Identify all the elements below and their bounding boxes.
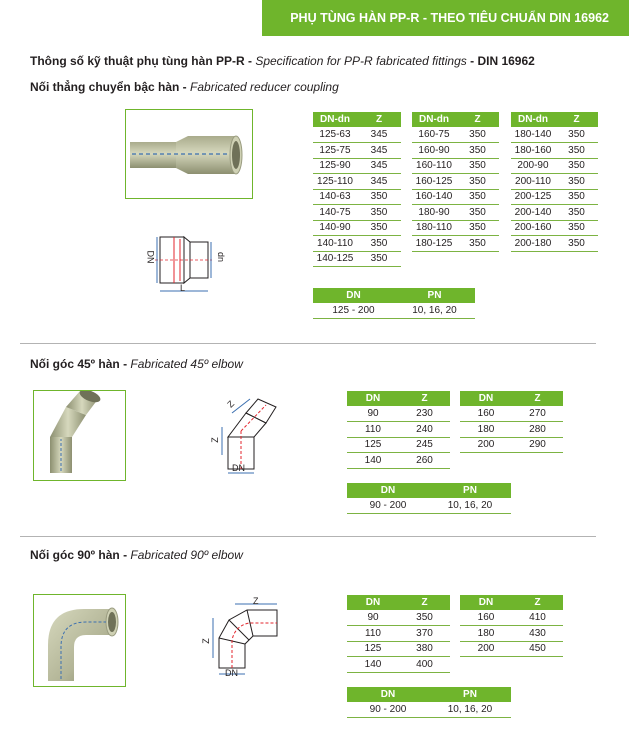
- table-row: [313, 143, 401, 159]
- dn-cell: 180-125: [412, 236, 456, 252]
- z-cell: 245: [399, 437, 450, 453]
- dn-cell: 180-140: [511, 127, 555, 143]
- elbow90-table-col1: [347, 595, 450, 673]
- z-cell: 350: [555, 174, 598, 190]
- dn-cell: 125: [347, 641, 399, 657]
- z-cell: 380: [399, 641, 450, 657]
- elbow45-z-left-label: Z: [209, 437, 220, 443]
- elbow90-pn-header-pn: PN: [429, 687, 511, 702]
- section2-title-en: Fabricated 45º elbow: [130, 357, 243, 371]
- elbow90-col1-header-z: Z: [399, 595, 450, 610]
- table-row: [412, 189, 499, 205]
- elbow90-pn-header-dn: DN: [347, 687, 429, 702]
- dn-cell: 125-110: [313, 174, 357, 190]
- elbow45-dn-label: DN: [232, 463, 245, 473]
- table-row: [412, 174, 499, 190]
- z-cell: 350: [456, 220, 499, 236]
- elbow45-col1-header-z: Z: [399, 391, 450, 406]
- section3-title-vi: Nối góc 90º hàn -: [30, 548, 128, 562]
- z-cell: 260: [399, 453, 450, 469]
- elbow-45-image: [34, 391, 124, 479]
- dn-cell: 140: [347, 453, 399, 469]
- elbow90-pn-dn: 90 - 200: [347, 702, 429, 718]
- elbow45-table-col1: [347, 391, 450, 469]
- table-row: [313, 251, 401, 267]
- table-row: [347, 422, 450, 438]
- reducer-col3-header-z: Z: [555, 112, 598, 127]
- z-cell: 290: [512, 437, 563, 453]
- section2-title-vi: Nối góc 45º hàn -: [30, 357, 128, 371]
- reducer-col1-header-dn: DN-dn: [313, 112, 357, 127]
- dn-cell: 160-140: [412, 189, 456, 205]
- elbow-45-drawing: [210, 393, 280, 483]
- dn-cell: 200-90: [511, 158, 555, 174]
- dn-cell: 180-110: [412, 220, 456, 236]
- table-row: [412, 158, 499, 174]
- dn-cell: 125-63: [313, 127, 357, 143]
- dn-cell: 200-110: [511, 174, 555, 190]
- elbow90-pn-pn: 10, 16, 20: [429, 702, 511, 718]
- z-cell: 350: [399, 610, 450, 626]
- intro-en: Specification for PP-R fabricated fittings: [255, 54, 467, 68]
- table-row: [313, 158, 401, 174]
- table-row: [460, 610, 563, 626]
- section3-title-en: Fabricated 90º elbow: [130, 548, 243, 562]
- elbow45-table-col2: [460, 391, 563, 453]
- elbow-45-photo: [33, 390, 126, 481]
- dn-cell: 140-90: [313, 220, 357, 236]
- z-cell: 345: [357, 127, 401, 143]
- dn-cell: 110: [347, 422, 399, 438]
- z-cell: 350: [456, 143, 499, 159]
- z-cell: 350: [456, 236, 499, 252]
- z-cell: 350: [555, 189, 598, 205]
- table-row: [313, 220, 401, 236]
- z-cell: 345: [357, 143, 401, 159]
- table-row: [412, 236, 499, 252]
- dn-cell: 140-125: [313, 251, 357, 267]
- elbow45-pn-dn: 90 - 200: [347, 498, 429, 514]
- table-row: [313, 205, 401, 221]
- z-cell: 350: [555, 143, 598, 159]
- elbow45-col1-header-dn: DN: [347, 391, 399, 406]
- section1-title-en: Fabricated reducer coupling: [190, 80, 339, 94]
- table-row: [313, 127, 401, 143]
- table-row: [313, 174, 401, 190]
- table-row: [347, 657, 450, 673]
- elbow-90-image: [34, 595, 124, 685]
- banner-title: PHỤ TÙNG HÀN PP-R - THEO TIÊU CHUẨN DIN 16962: [290, 11, 609, 25]
- table-row: [412, 143, 499, 159]
- elbow45-pn-table: [347, 483, 511, 514]
- elbow90-col2-header-z: Z: [512, 595, 563, 610]
- dn-cell: 200-180: [511, 236, 555, 252]
- table-row: [460, 422, 563, 438]
- z-cell: 370: [399, 626, 450, 642]
- z-cell: 430: [512, 626, 563, 642]
- z-cell: 345: [357, 174, 401, 190]
- spec-intro: [30, 54, 535, 68]
- table-row: [460, 641, 563, 657]
- table-row: [347, 437, 450, 453]
- dn-cell: 160-110: [412, 158, 456, 174]
- dn-cell: 140-63: [313, 189, 357, 205]
- elbow45-col2-header-z: Z: [512, 391, 563, 406]
- table-row: [511, 174, 598, 190]
- z-cell: 350: [555, 127, 598, 143]
- dn-cell: 125-75: [313, 143, 357, 159]
- table-row: [460, 406, 563, 422]
- z-cell: 280: [512, 422, 563, 438]
- section1-title: [30, 80, 339, 94]
- table-row: [460, 437, 563, 453]
- z-cell: 350: [456, 205, 499, 221]
- header-banner: [262, 0, 629, 36]
- dn-cell: 180: [460, 422, 512, 438]
- reducer-coupling-image: [126, 110, 251, 197]
- z-cell: 350: [456, 127, 499, 143]
- table-row: [511, 127, 598, 143]
- dn-cell: 180: [460, 626, 512, 642]
- elbow45-pn-header-pn: PN: [429, 483, 511, 498]
- dn-cell: 180-90: [412, 205, 456, 221]
- reducer-pn-header-dn: DN: [313, 288, 394, 303]
- table-row: [511, 143, 598, 159]
- table-row: [412, 127, 499, 143]
- elbow90-dn-label: DN: [225, 668, 238, 678]
- reducer-col2-header-dn: DN-dn: [412, 112, 456, 127]
- table-row: [347, 626, 450, 642]
- section-divider: [20, 343, 596, 344]
- dn-cell: 140: [347, 657, 399, 673]
- table-row: [511, 236, 598, 252]
- reducer-dn-small-label: dn: [216, 251, 227, 263]
- elbow90-z-left-label: Z: [200, 638, 211, 644]
- dn-cell: 200-160: [511, 220, 555, 236]
- dn-cell: 180-160: [511, 143, 555, 159]
- dn-cell: 125: [347, 437, 399, 453]
- table-row: [347, 406, 450, 422]
- section-divider: [20, 536, 596, 537]
- z-cell: 410: [512, 610, 563, 626]
- reducer-pn-header-pn: PN: [394, 288, 475, 303]
- elbow90-col2-header-dn: DN: [460, 595, 512, 610]
- dn-cell: 200: [460, 641, 512, 657]
- section2-title: [30, 357, 243, 371]
- z-cell: 350: [357, 205, 401, 221]
- table-row: [460, 626, 563, 642]
- elbow90-pn-table: [347, 687, 511, 718]
- dn-cell: 160-75: [412, 127, 456, 143]
- reducer-table-col1: [313, 112, 401, 267]
- z-cell: 350: [456, 174, 499, 190]
- reducer-dn-label: DN: [145, 250, 156, 264]
- reducer-pn-table: [313, 288, 475, 319]
- z-cell: 350: [555, 220, 598, 236]
- table-row: [511, 205, 598, 221]
- elbow45-col2-header-dn: DN: [460, 391, 512, 406]
- intro-vi: Thông số kỹ thuật phụ tùng hàn PP-R -: [30, 54, 252, 68]
- elbow45-pn-pn: 10, 16, 20: [429, 498, 511, 514]
- z-cell: 350: [357, 220, 401, 236]
- elbow45-pn-header-dn: DN: [347, 483, 429, 498]
- dn-cell: 125-90: [313, 158, 357, 174]
- reducer-pn-dn: 125 - 200: [313, 303, 394, 319]
- z-cell: 345: [357, 158, 401, 174]
- reducer-coupling-photo: [125, 109, 253, 199]
- table-row: [511, 189, 598, 205]
- dn-cell: 160-90: [412, 143, 456, 159]
- z-cell: 350: [357, 251, 401, 267]
- dn-cell: 90: [347, 406, 399, 422]
- dn-cell: 140-75: [313, 205, 357, 221]
- reducer-coupling-drawing: [140, 228, 240, 303]
- dn-cell: 160: [460, 610, 512, 626]
- z-cell: 350: [357, 189, 401, 205]
- dn-cell: 160: [460, 406, 512, 422]
- dn-cell: 140-110: [313, 236, 357, 252]
- table-row: [412, 220, 499, 236]
- table-row: [347, 641, 450, 657]
- reducer-col3-header-dn: DN-dn: [511, 112, 555, 127]
- elbow-90-photo: [33, 594, 126, 687]
- section3-title: [30, 548, 243, 562]
- reducer-col1-header-z: Z: [357, 112, 401, 127]
- table-row: [511, 220, 598, 236]
- section1-title-vi: Nối thẳng chuyển bậc hàn -: [30, 80, 187, 94]
- z-cell: 400: [399, 657, 450, 673]
- table-row: [313, 236, 401, 252]
- z-cell: 350: [456, 189, 499, 205]
- intro-std: - DIN 16962: [470, 54, 535, 68]
- elbow90-col1-header-dn: DN: [347, 595, 399, 610]
- table-row: [511, 158, 598, 174]
- table-row: [347, 610, 450, 626]
- z-cell: 270: [512, 406, 563, 422]
- elbow90-table-col2: [460, 595, 563, 657]
- z-cell: 450: [512, 641, 563, 657]
- z-cell: 350: [555, 236, 598, 252]
- table-row: [412, 205, 499, 221]
- z-cell: 230: [399, 406, 450, 422]
- reducer-pn-pn: 10, 16, 20: [394, 303, 475, 319]
- table-row: [347, 453, 450, 469]
- reducer-col2-header-z: Z: [456, 112, 499, 127]
- dn-cell: 200: [460, 437, 512, 453]
- dn-cell: 160-125: [412, 174, 456, 190]
- elbow45-z-top-label: Z: [225, 398, 237, 410]
- dn-cell: 110: [347, 626, 399, 642]
- z-cell: 350: [555, 158, 598, 174]
- z-cell: 350: [456, 158, 499, 174]
- reducer-table-col2: [412, 112, 499, 252]
- dn-cell: 90: [347, 610, 399, 626]
- table-row: [313, 189, 401, 205]
- reducer-l-label: L: [180, 283, 186, 293]
- z-cell: 240: [399, 422, 450, 438]
- dn-cell: 200-125: [511, 189, 555, 205]
- elbow90-z-top-label: Z: [253, 596, 259, 606]
- elbow-90-drawing: [200, 596, 285, 691]
- dn-cell: 200-140: [511, 205, 555, 221]
- reducer-table-col3: [511, 112, 598, 252]
- z-cell: 350: [357, 236, 401, 252]
- z-cell: 350: [555, 205, 598, 221]
